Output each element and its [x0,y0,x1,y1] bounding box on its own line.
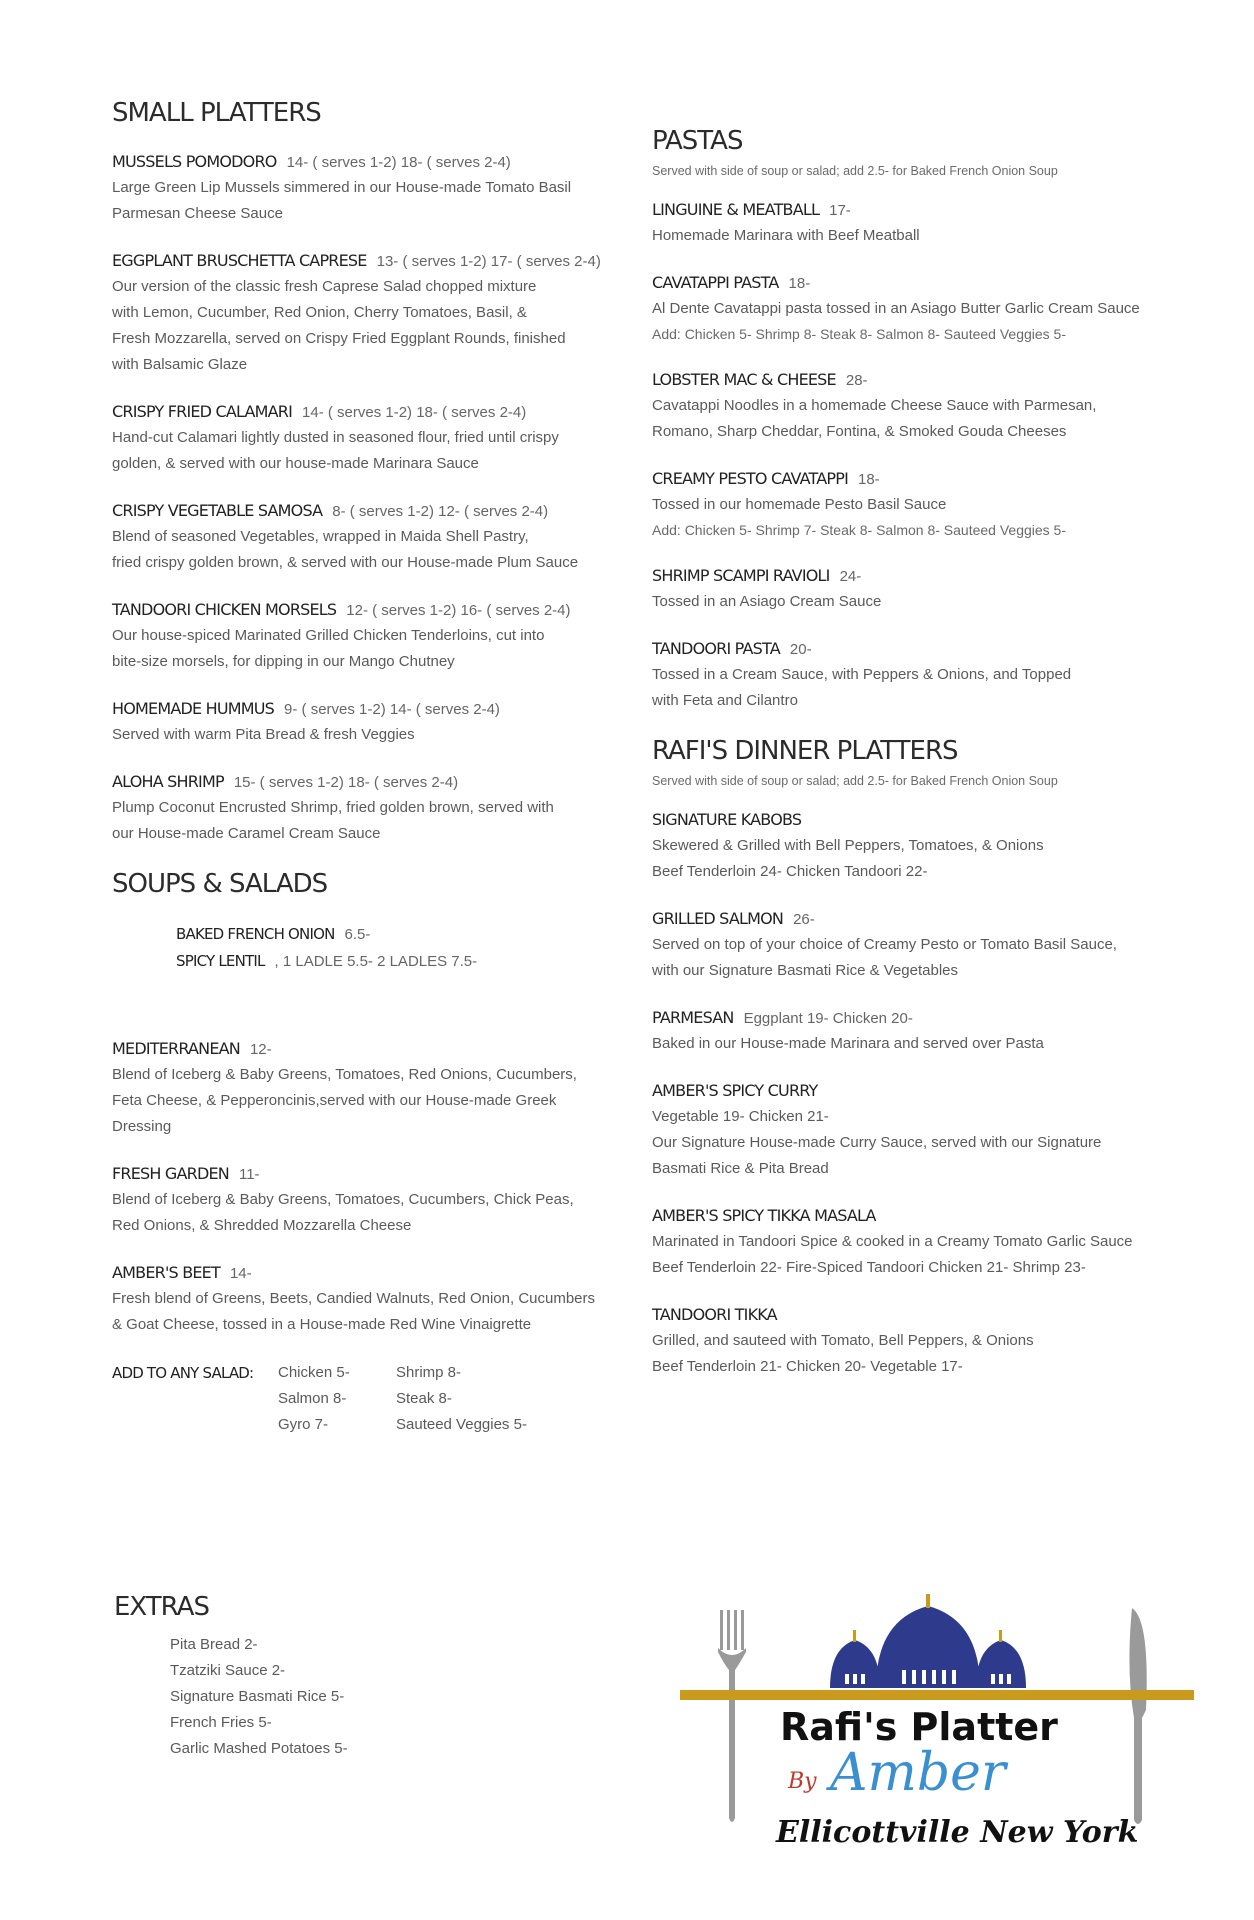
small-platters-list [112,150,612,847]
menu-item-description [112,1062,612,1140]
menu-item-description [652,492,1152,518]
menu-item-header [652,198,1152,223]
menu-item-description [112,1187,612,1239]
description-line: Tossed in a Cream Sauce, with Peppers & Onions, and Topped [652,666,1072,683]
description-line: our House-made Caramel Cream Sauce [112,825,381,842]
extras-section [114,1592,348,1762]
menu-item [652,1079,1152,1182]
menu-item-name: SHRIMP SCAMPI RAVIOLI [652,566,830,585]
logo-by: By [788,1769,817,1794]
pastas-note: Served with side of soup or salad; add 2.5- for Baked French Onion Soup [652,164,1058,178]
soup-price: , 1 LADLE 5.5- 2 LADLES 7.5- [274,953,478,970]
menu-item-name: EGGPLANT BRUSCHETTA CAPRESE [112,251,367,270]
menu-item [112,697,612,748]
menu-item-name: GRILLED SALMON [652,909,784,928]
menu-item [652,368,1152,445]
description-line: Our house-spiced Marinated Grilled Chicken Tenderloins, cut into [112,627,545,644]
description-line: Skewered & Grilled with Bell Peppers, Tomatoes, & Onions [652,837,1044,854]
logo-location: Ellicottville New York [776,1815,1139,1850]
add-to-salad-col2 [396,1360,546,1438]
menu-item-header [112,150,612,175]
menu-item [112,1261,612,1338]
soups-list [176,921,612,975]
description-line: Tossed in our homemade Pesto Basil Sauce [652,496,947,513]
salad-addon: Shrimp 8- [396,1364,462,1381]
menu-item-description [652,223,1152,249]
menu-item-header [652,1006,1152,1031]
menu-item-name: SIGNATURE KABOBS [652,810,802,829]
menu-item-price: 12- [249,1041,272,1058]
description-line: Beef Tenderloin 22- Fire-Spiced Tandoori Chicken 21- Shrimp 23- [652,1259,1086,1276]
description-line: with Feta and Cilantro [652,692,798,709]
restaurant-logo [680,1590,1200,1860]
menu-item [652,1204,1152,1281]
menu-item [652,1006,1152,1057]
description-line: Tossed in an Asiago Cream Sauce [652,593,882,610]
description-line: golden, & served with our house-made Marinara Sauce [112,455,479,472]
menu-item-description [112,274,612,378]
right-column [652,126,1152,1402]
menu-item-name: ALOHA SHRIMP [112,772,224,791]
menu-item-price: Eggplant 19- Chicken 20- [743,1010,913,1027]
menu-item-price: 24- [839,568,862,585]
left-column [112,98,612,1438]
description-line: Beef Tenderloin 24- Chicken Tandoori 22- [652,863,928,880]
menu-item-description [652,589,1152,615]
menu-item-header [652,564,1152,589]
menu-item-header [652,1204,1152,1229]
logo-signature: Amber [830,1743,1006,1803]
description-line: Vegetable 19- Chicken 21- [652,1108,829,1125]
menu-item-header [112,249,612,274]
description-line: Large Green Lip Mussels simmered in our House-made Tomato Basil [112,179,572,196]
description-line: Beef Tenderloin 21- Chicken 20- Vegetable 17- [652,1358,963,1375]
menu-item-description [652,1031,1152,1057]
menu-item-name: TANDOORI TIKKA [652,1305,777,1324]
menu-item-name: TANDOORI PASTA [652,639,780,658]
extras-item: Garlic Mashed Potatoes 5- [170,1740,348,1757]
menu-item [652,564,1152,615]
menu-item-header [112,400,612,425]
menu-item [652,907,1152,984]
extras-item: Tzatziki Sauce 2- [170,1662,286,1679]
menu-item-name: HOMEMADE HUMMUS [112,699,275,718]
description-line: Our version of the classic fresh Caprese Salad chopped mixture [112,278,537,295]
menu-item-header [112,598,612,623]
menu-item-price: 11- [238,1166,260,1183]
menu-item [112,1162,612,1239]
menu-item-header [112,1162,612,1187]
menu-item [652,637,1152,714]
menu-item-price: 18- [788,275,811,292]
description-line: Red Onions, & Shredded Mozzarella Cheese [112,1217,412,1234]
menu-item-price: 20- [789,641,812,658]
menu-item [112,1037,612,1140]
description-line: with Lemon, Cucumber, Red Onion, Cherry Tomatoes, Basil, & [112,304,527,321]
menu-item-name: MUSSELS POMODORO [112,152,277,171]
menu-item-price: 28- [845,372,868,389]
menu-item-description [112,425,612,477]
description-line: Feta Cheese, & Pepperoncinis,served with our House-made Greek [112,1092,557,1109]
description-line: Blend of seasoned Vegetables, wrapped in Maida Shell Pastry, [112,528,529,545]
dinner-platters-list [652,808,1152,1380]
menu-item-price: 15- ( serves 1-2) 18- ( serves 2-4) [233,774,459,791]
menu-item-header [652,907,1152,932]
menu-item-price: 14- ( serves 1-2) 18- ( serves 2-4) [286,154,511,171]
fork-icon [718,1610,746,1822]
menu-item [652,198,1152,249]
add-to-salad-label: ADD TO ANY SALAD: [112,1364,254,1382]
menu-item-header [652,1303,1152,1328]
menu-item-description [652,932,1152,984]
menu-item-name: PARMESAN [652,1008,734,1027]
menu-item [112,150,612,227]
menu-item-description [112,1286,612,1338]
menu-item-price: 14- [229,1265,252,1282]
menu-item [112,499,612,576]
menu-item-header [652,1079,1152,1104]
description-line: bite-size morsels, for dipping in our Mango Chutney [112,653,455,670]
description-line: Fresh Mozzarella, served on Crispy Fried Eggplant Rounds, finished [112,330,566,347]
menu-item-price: 13- ( serves 1-2) 17- ( serves 2-4) [376,253,601,270]
section-title-dinner-platters: RAFI'S DINNER PLATTERS [652,736,958,766]
salad-addon: Sauteed Veggies 5- [396,1416,527,1433]
menu-item-price: 14- ( serves 1-2) 18- ( serves 2-4) [302,404,527,421]
description-line: Dressing [112,1118,172,1135]
pastas-list [652,198,1152,714]
extras-item: Signature Basmati Rice 5- [170,1688,345,1705]
menu-item-price: 26- [793,911,815,928]
description-line: Al Dente Cavatappi pasta tossed in an Asiago Butter Garlic Cream Sauce [652,300,1140,317]
menu-item-description [112,623,612,675]
menu-item-name: CAVATAPPI PASTA [652,273,779,292]
menu-item-price: 17- [829,202,851,219]
menu-item-name: CREAMY PESTO CAVATAPPI [652,469,848,488]
dome-icon [830,1594,1026,1688]
menu-item [112,598,612,675]
section-title-soups-salads: SOUPS & SALADS [112,869,328,899]
menu-item-description [112,175,612,227]
section-title-extras: EXTRAS [114,1592,209,1622]
salad-addon: Chicken 5- [278,1364,350,1381]
menu-item-description [652,1229,1152,1281]
salad-addon: Gyro 7- [278,1416,329,1433]
menu-item-header [652,637,1152,662]
menu-item-header [112,1261,612,1286]
description-line: Fresh blend of Greens, Beets, Candied Walnuts, Red Onion, Cucumbers [112,1290,596,1307]
menu-item-header [652,368,1152,393]
menu-item-name: FRESH GARDEN [112,1164,229,1183]
description-line: Homemade Marinara with Beef Meatball [652,227,920,244]
soup-row [176,921,612,948]
menu-item-description [652,833,1152,885]
description-line: Cavatappi Noodles in a homemade Cheese Sauce with Parmesan, [652,397,1097,414]
menu-item-header [652,271,1152,296]
description-line: Parmesan Cheese Sauce [112,205,283,222]
soup-name: SPICY LENTIL [176,952,265,970]
salad-addon: Steak 8- [396,1390,452,1407]
extras-list [170,1632,348,1762]
soup-row [176,948,612,975]
soup-name: BAKED FRENCH ONION [176,925,335,943]
menu-item-addons: Add: Chicken 5- Shrimp 7- Steak 8- Salmon 8- Sauteed Veggies 5- [652,522,1066,538]
menu-item-header [112,697,612,722]
description-line: with Balsamic Glaze [112,356,248,373]
description-line: Plump Coconut Encrusted Shrimp, fried golden brown, served with [112,799,554,816]
description-line: Grilled, and sauteed with Tomato, Bell Peppers, & Onions [652,1332,1034,1349]
salad-addon: Salmon 8- [278,1390,347,1407]
menu-item-name: AMBER'S SPICY CURRY [652,1081,818,1100]
menu-item [112,770,612,847]
menu-item-name: TANDOORI CHICKEN MORSELS [112,600,337,619]
menu-item-price: 12- ( serves 1-2) 16- ( serves 2-4) [346,602,571,619]
menu-item-header [112,1037,612,1062]
menu-item-header [652,808,1152,833]
menu-item [652,1303,1152,1380]
description-line: Marinated in Tandoori Spice & cooked in a Creamy Tomato Garlic Sauce [652,1233,1133,1250]
add-to-salad-col1 [278,1360,396,1438]
description-line: Romano, Sharp Cheddar, Fontina, & Smoked Gouda Cheeses [652,423,1067,440]
description-line: with our Signature Basmati Rice & Vegetables [652,962,958,979]
menu-item-description [652,296,1152,322]
menu-item-name: MEDITERRANEAN [112,1039,240,1058]
logo-graphic [680,1590,1200,1860]
dinner-platters-note: Served with side of soup or salad; add 2.5- for Baked French Onion Soup [652,774,1058,788]
extras-item: Pita Bread 2- [170,1636,258,1653]
menu-item-description [652,393,1152,445]
menu-item-name: LOBSTER MAC & CHEESE [652,370,836,389]
description-line: Basmati Rice & Pita Bread [652,1160,829,1177]
menu-item-header [652,467,1152,492]
menu-item [652,467,1152,542]
menu-item [112,400,612,477]
description-line: Blend of Iceberg & Baby Greens, Tomatoes, Red Onions, Cucumbers, [112,1066,577,1083]
menu-item-name: AMBER'S SPICY TIKKA MASALA [652,1206,876,1225]
gold-bar [680,1690,1194,1700]
menu-item [652,808,1152,885]
menu-item-header [112,770,612,795]
description-line: Blend of Iceberg & Baby Greens, Tomatoes, Cucumbers, Chick Peas, [112,1191,574,1208]
menu-item-name: LINGUINE & MEATBALL [652,200,820,219]
soup-price: 6.5- [344,926,371,943]
description-line: & Goat Cheese, tossed in a House-made Red Wine Vinaigrette [112,1316,532,1333]
section-title-small-platters: SMALL PLATTERS [112,98,321,128]
menu-item-price: 18- [858,471,880,488]
menu-item-description [652,1328,1152,1380]
description-line: Our Signature House-made Curry Sauce, served with our Signature [652,1134,1102,1151]
knife-icon [1129,1608,1146,1824]
logo-name: Rafi's Platter [780,1705,1058,1749]
menu-item-description [112,524,612,576]
salads-list [112,1037,612,1338]
menu-item-name: CRISPY VEGETABLE SAMOSA [112,501,323,520]
menu-item-header [112,499,612,524]
description-line: Served with warm Pita Bread & fresh Veggies [112,726,415,743]
description-line: Served on top of your choice of Creamy Pesto or Tomato Basil Sauce, [652,936,1117,953]
description-line: Hand-cut Calamari lightly dusted in seasoned flour, fried until crispy [112,429,559,446]
menu-item-description [112,795,612,847]
description-line: fried crispy golden brown, & served with our House-made Plum Sauce [112,554,579,571]
menu-item-addons: Add: Chicken 5- Shrimp 8- Steak 8- Salmon 8- Sauteed Veggies 5- [652,326,1066,342]
menu-item-name: AMBER'S BEET [112,1263,220,1282]
menu-item-name: CRISPY FRIED CALAMARI [112,402,293,421]
menu-item [112,249,612,378]
menu-item-price: 9- ( serves 1-2) 14- ( serves 2-4) [284,701,500,718]
add-to-salad [112,1360,612,1438]
menu-item-price: 8- ( serves 1-2) 12- ( serves 2-4) [332,503,549,520]
menu-item-description [112,722,612,748]
extras-item: French Fries 5- [170,1714,272,1731]
menu-item [652,271,1152,346]
menu-item-description [652,662,1152,714]
menu-item-description [652,1104,1152,1182]
section-title-pastas: PASTAS [652,126,743,156]
description-line: Baked in our House-made Marinara and served over Pasta [652,1035,1044,1052]
